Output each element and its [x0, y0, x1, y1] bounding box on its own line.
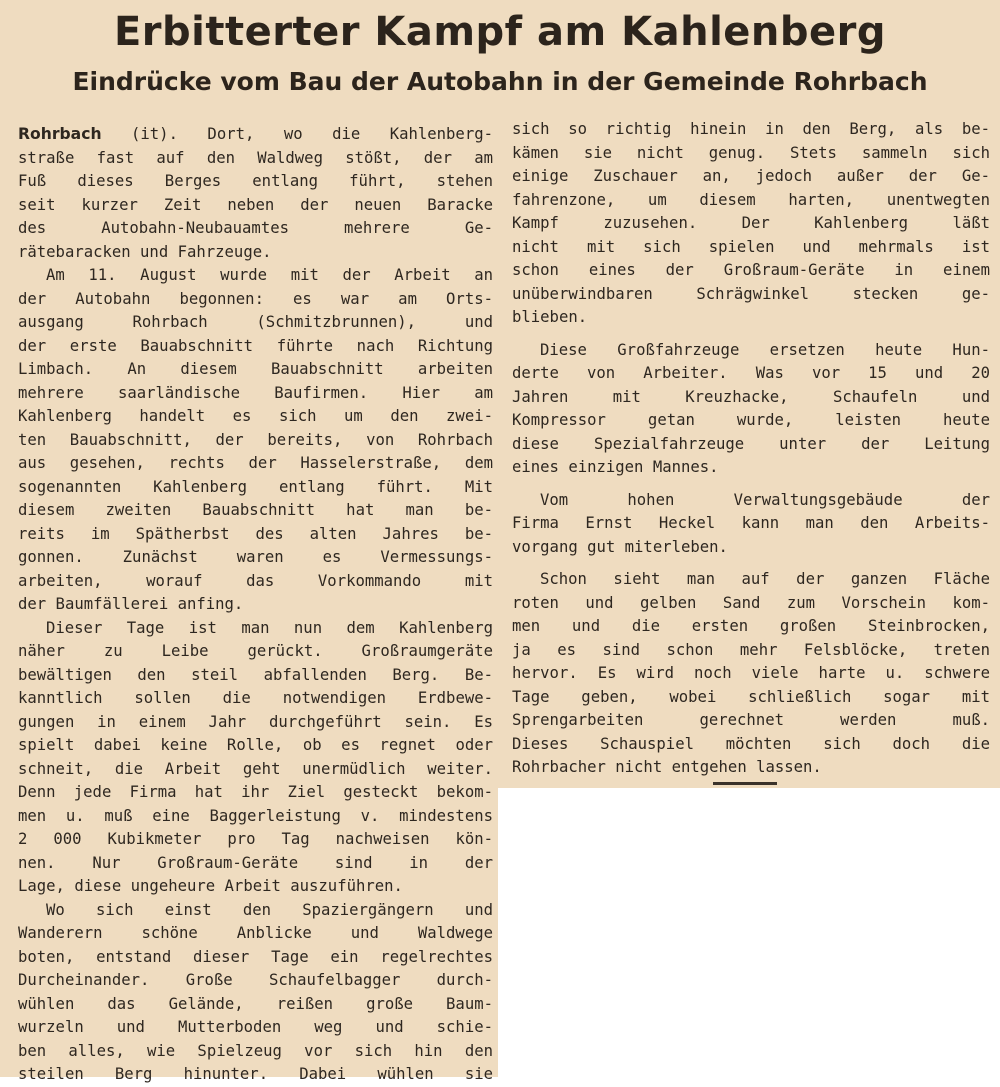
text-line: Sprengarbeiten gerechnet werden muß. [512, 711, 990, 729]
text-line: Wanderern schöne Anblicke und Waldwege [18, 924, 493, 942]
text-line: bewältigen den steil abfallenden Berg. Be- [18, 665, 493, 684]
text-line: men und die ersten großen Steinbrocken, [512, 617, 990, 635]
text-line: schon eines der Großraum-Geräte in einem [512, 261, 990, 279]
text-line: reits im Spätherbst des alten Jahres be- [18, 524, 493, 543]
text-line: steilen Berg hinunter. Dabei wühlen sie [18, 1065, 493, 1083]
text-line: Lage, diese ungeheure Arbeit auszuführen. [18, 877, 403, 895]
text-line: kanntlich sollen die notwendigen Erdbewe- [18, 689, 493, 707]
text-line: Diese Großfahrzeuge ersetzen heute Hun- [540, 340, 990, 359]
text-line: unüberwindbaren Schrägwinkel stecken ge- [512, 284, 990, 303]
text-line: der Autobahn begonnen: es war am Orts- [18, 289, 493, 308]
text-line: Jahren mit Kreuzhacke, Schaufeln und [512, 387, 990, 406]
text-line: Durcheinander. Große Schaufelbagger durch- [18, 971, 493, 989]
left-column [18, 123, 493, 1087]
text-line: Kahlenberg handelt es sich um den zwei- [18, 407, 493, 425]
text-line: ja es sind schon mehr Felsblöcke, treten [512, 640, 990, 659]
text-line: mehrere saarländische Baufirmen. Hier am [18, 383, 493, 402]
text-line: roten und gelben Sand zum Vorschein kom- [512, 593, 990, 612]
text-line: Am 11. August wurde mit der Arbeit an [46, 266, 493, 284]
text-line: ausgang Rohrbach (Schmitzbrunnen), und [18, 313, 493, 331]
text-line: einige Zuschauer an, jedoch außer der Ge- [512, 167, 990, 185]
text-line: Vom hohen Verwaltungsgebäude der [540, 490, 990, 509]
end-rule [713, 782, 777, 785]
text-line: Dieser Tage ist man nun dem Kahlenberg [46, 618, 493, 637]
text-line: ten Bauabschnitt, der bereits, von Rohrbach [18, 430, 493, 449]
paragraph-gap [512, 480, 990, 489]
text-line: nicht mit sich spielen und mehrmals ist [512, 237, 990, 256]
text-line: diese Spezialfahrzeuge unter der Leitung [512, 434, 990, 453]
text-line: schneit, die Arbeit geht unermüdlich weiter. [18, 759, 493, 778]
text-line: sogenannten Kahlenberg entlang führt. Mit [18, 477, 493, 496]
text-line: eines einzigen Mannes. [512, 458, 719, 476]
text-line: näher zu Leibe gerückt. Großraumgeräte [18, 642, 493, 660]
text-line: Limbach. An diesem Bauabschnitt arbeiten [18, 360, 493, 378]
text-line: Tage geben, wobei schließlich sogar mit [512, 687, 990, 706]
text-line: straße fast auf den Waldweg stößt, der am [18, 148, 493, 167]
text-line: wurzeln und Mutterboden weg und schie- [18, 1018, 493, 1036]
text-line: Rohrbacher nicht entgehen lassen. [512, 758, 822, 776]
text-line: Kampf zuzusehen. Der Kahlenberg läßt [512, 214, 990, 232]
text-line: rätebaracken und Fahrzeuge. [18, 242, 272, 261]
right-column [512, 118, 990, 780]
text-line: Dieses Schauspiel möchten sich doch die [512, 734, 990, 753]
dateline-place: Rohrbach [18, 125, 102, 143]
text-line: aus gesehen, rechts der Hasselerstraße, dem [18, 454, 493, 472]
text-line: Fuß dieses Berges entlang führt, stehen [18, 172, 493, 190]
text-line: wühlen das Gelände, reißen große Baum- [18, 994, 493, 1013]
left-column-lines [18, 147, 493, 1087]
text-line: boten, entstand dieser Tage ein regelrechtes [18, 947, 493, 966]
paragraph-gap [512, 559, 990, 568]
text-line: der Baumfällerei anfing. [18, 595, 244, 613]
text-line: derte von Arbeiter. Was vor 15 und 20 [512, 364, 990, 382]
text-line: fahrenzone, um diesem harten, unentwegten [512, 190, 990, 209]
dateline-line [18, 123, 493, 147]
dateline-text: (it). Dort, wo die Kahlenberg- [101, 125, 493, 143]
text-line: kämen sie nicht genug. Stets sammeln sich [512, 143, 990, 162]
paragraph-gap [512, 330, 990, 339]
text-line: vorgang gut miterleben. [512, 537, 728, 556]
text-line: Wo sich einst den Spaziergängern und [46, 900, 493, 919]
text-line: spielt dabei keine Rolle, ob es regnet oder [18, 736, 493, 754]
text-line: men u. muß eine Baggerleistung v. mindestens [18, 806, 493, 825]
right-column-lines [512, 118, 990, 780]
text-line: gonnen. Zunächst waren es Vermessungs- [18, 548, 493, 566]
text-line: der erste Bauabschnitt führte nach Richtung [18, 336, 493, 355]
text-line: arbeiten, worauf das Vorkommando mit [18, 571, 493, 590]
text-line: diesem zweiten Bauabschnitt hat man be- [18, 501, 493, 519]
text-line: blieben. [512, 308, 588, 326]
text-line: Kompressor getan wurde, leisten heute [512, 411, 990, 429]
text-line: Denn jede Firma hat ihr Ziel gesteckt bekom- [18, 783, 493, 801]
text-line: gungen in einem Jahr durchgeführt sein. Es [18, 712, 493, 731]
text-line: Firma Ernst Heckel kann man den Arbeits- [512, 514, 990, 532]
text-line: hervor. Es wird noch viele harte u. schwere [512, 664, 990, 682]
text-line: 2 000 Kubikmeter pro Tag nachweisen kön- [18, 830, 493, 848]
subheadline: Eindrücke vom Bau der Autobahn in der Gemeinde Rohrbach [72, 67, 928, 96]
text-line: sich so richtig hinein in den Berg, als be- [512, 120, 990, 138]
text-line: nen. Nur Großraum-Geräte sind in der [18, 853, 493, 872]
text-line: ben alles, wie Spielzeug vor sich hin den [18, 1041, 493, 1060]
text-line: des Autobahn-Neubauamtes mehrere Ge- [18, 219, 493, 237]
text-line: Schon sieht man auf der ganzen Fläche [540, 570, 990, 588]
text-line: seit kurzer Zeit neben der neuen Baracke [18, 195, 493, 214]
headline: Erbitterter Kampf am Kahlenberg [113, 9, 887, 55]
